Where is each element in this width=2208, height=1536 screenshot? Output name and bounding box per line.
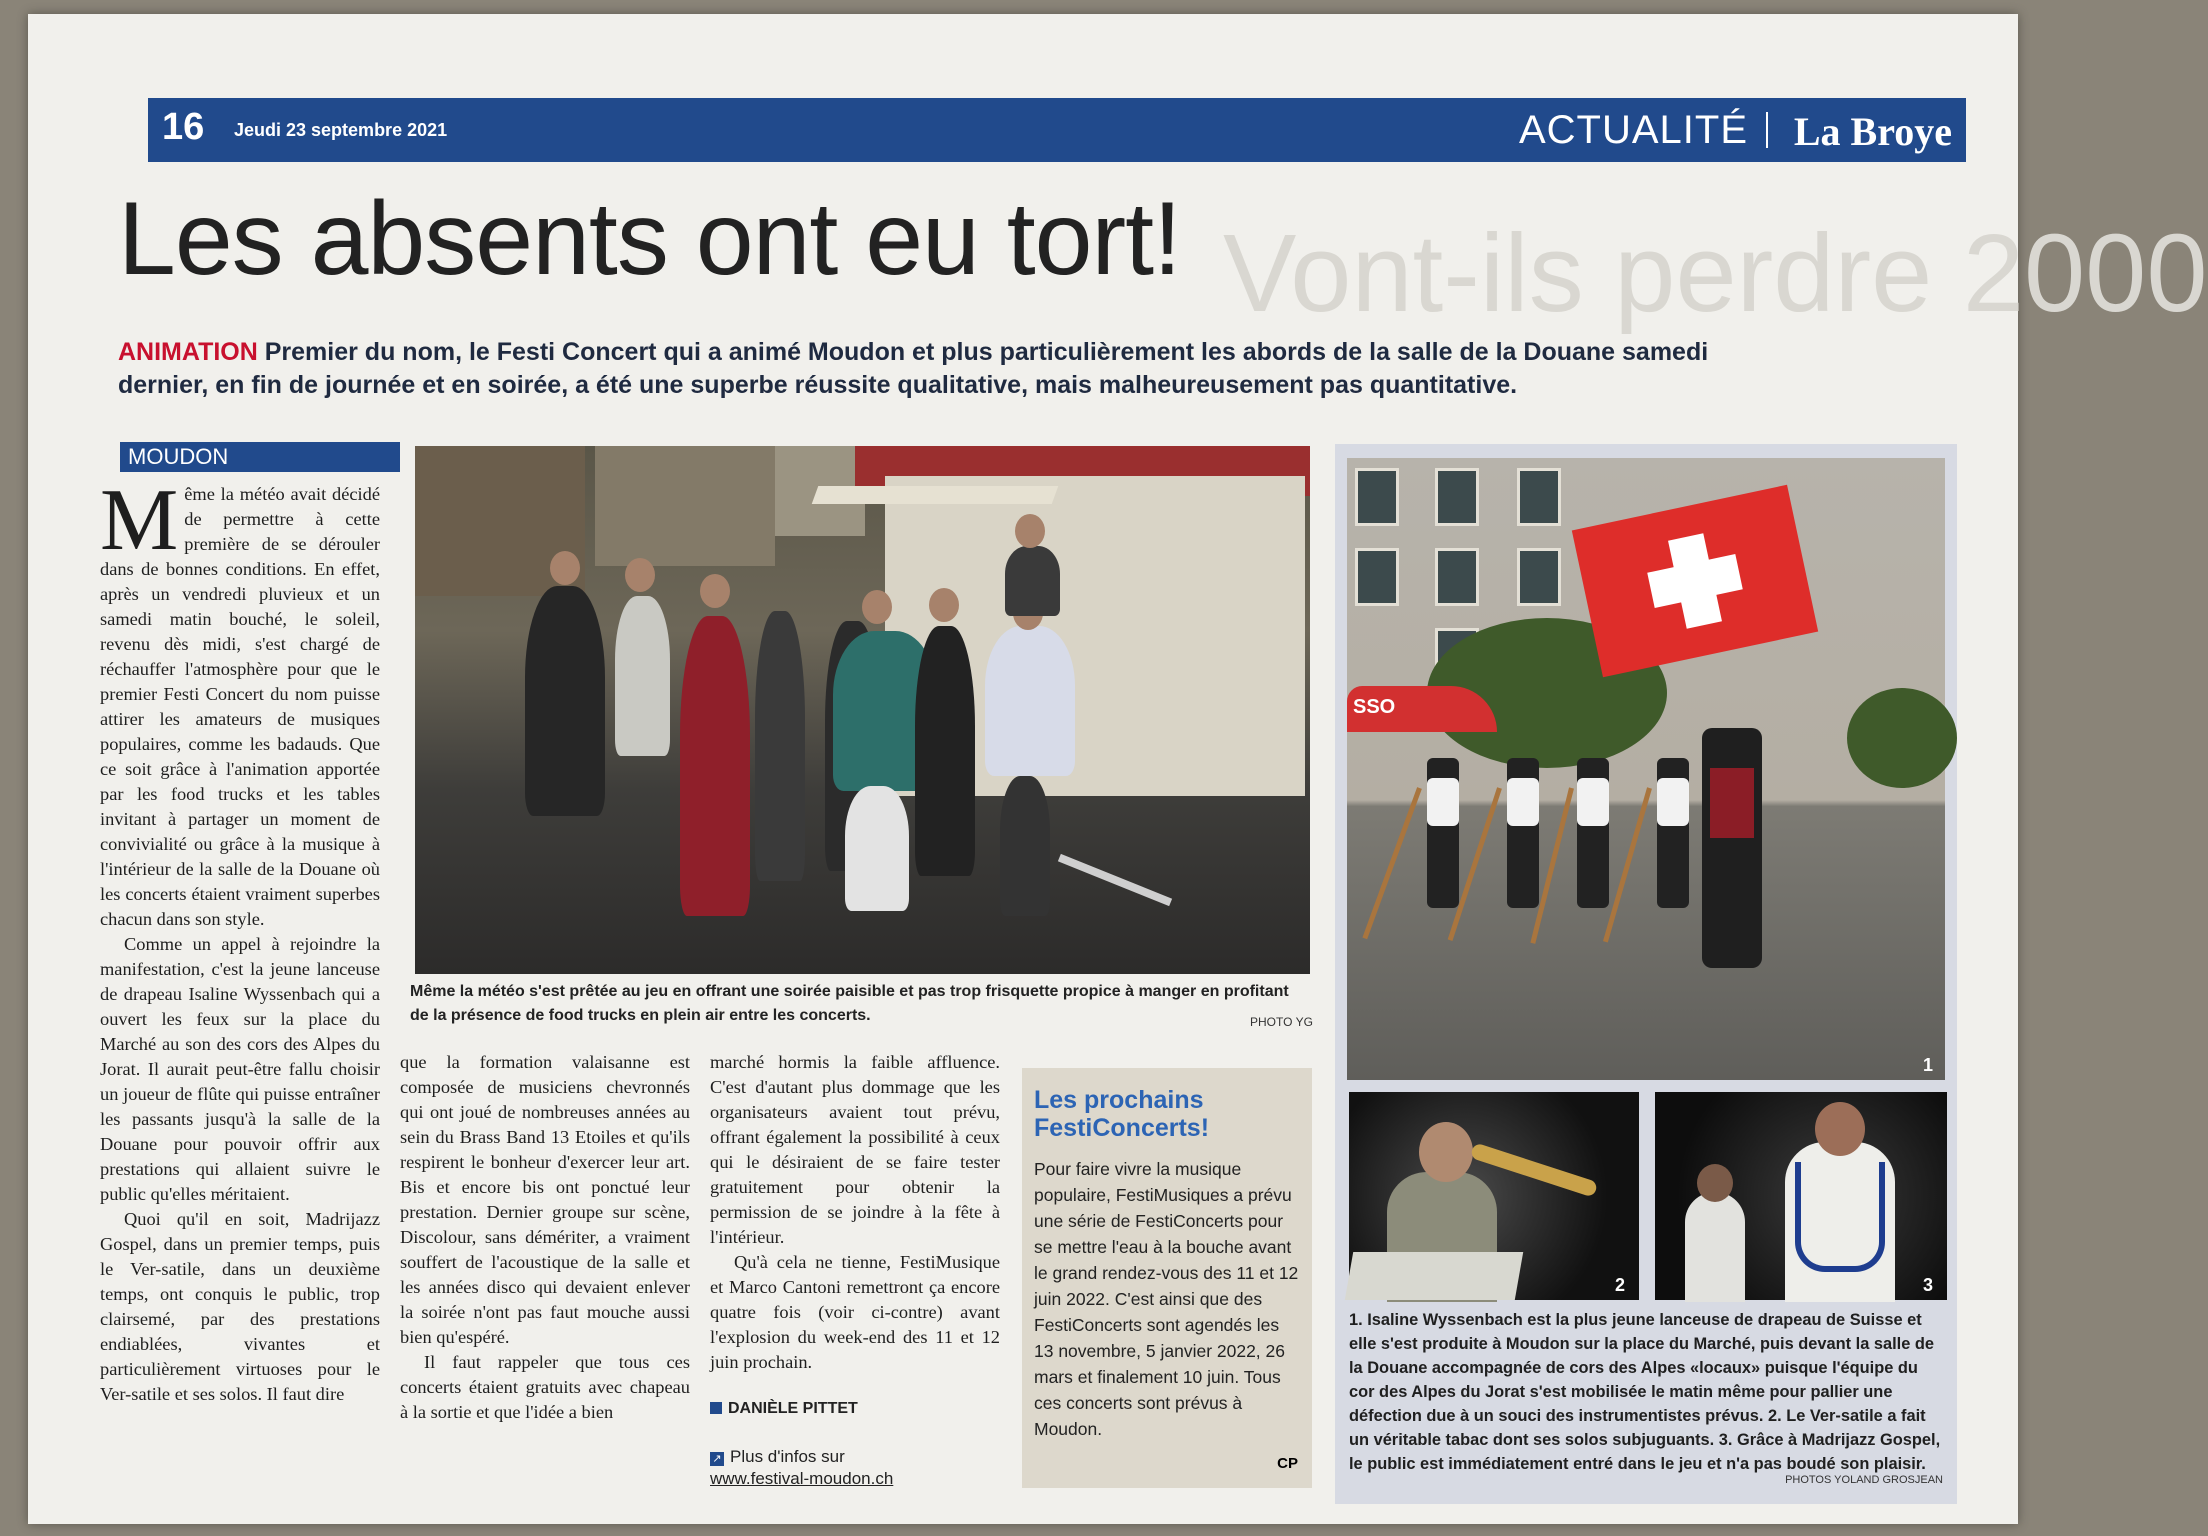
sidebar-body: Pour faire vivre la musique populaire, FestiMusiques a prévu une série de FestiConcerts pour se mettre l'eau à la bouche avant le grand rendez-vous des 11 et 12 juin 2022. C'est ainsi que des FestiConcerts sont agendés les 13 novembre, 5 janvier 2022, 26 mars et finalement 10 juin. Tous ces concerts sont prévus à Moudon. [1034,1159,1299,1439]
person-head [862,590,892,624]
photo-caption: Même la météo s'est prêtée au jeu en offrant une soirée paisible et pas trop frisquette propice à manger en profitant de la présence de food trucks en plein air entre les concerts. [410,983,1289,1024]
person-head [700,574,730,608]
swiss-flag [1572,485,1818,677]
musician-head [1419,1122,1473,1182]
photo-panel [1335,444,1957,1504]
window [1435,548,1479,606]
header-divider [1766,112,1768,148]
window [1517,468,1561,526]
window [1355,468,1399,526]
photo-food-trucks [415,446,1310,974]
article-headline: Les absents ont eu tort! [118,181,1181,297]
more-info [710,1446,893,1490]
truck-awning [812,486,1059,504]
person [755,611,805,881]
singer-head [1815,1102,1865,1156]
scarf [1795,1162,1885,1272]
person-head [550,551,580,585]
article-column-1 [100,472,380,1488]
red-umbrella [1347,686,1497,732]
person [845,786,909,911]
person [525,586,605,816]
flag-thrower [1702,728,1762,968]
drop-cap: M [100,472,179,569]
person [1000,776,1050,916]
sidebar-box [1022,1068,1312,1488]
more-info-label: Plus d'infos sur [730,1447,845,1466]
sheet-music [1345,1252,1523,1300]
article-byline [710,1400,858,1418]
article-lead [118,336,1728,402]
paragraph: Il faut rappeler que tous ces concerts étaient gratuits avec chapeau à la sortie et que l'idée a bien [400,1352,690,1422]
paragraph: marché hormis la faible affluence. C'est d'autant plus dommage que les organisateurs avaient tout prévu, offrant également la possibilité à ceux qui le désiraient de se faire tester gratuitement pour obtenir la permission de se joindre à la fête à l'intérieur. [710,1052,1000,1247]
photo-credit: PHOTO YG [1250,1015,1313,1029]
person-head [929,588,959,622]
alphorn-player [1507,758,1539,908]
paragraph: que la formation valaisanne est composée de musiciens chevronnés qui ont joué de nombreuses années au sein du Brass Band 13 Etoiles et qu'ils respirent le bonheur d'exercer leur art. Bis et encore bis ont ponctué leur prestation. Dernier groupe sur scène, Discolour, sans démériter, a vraiment souffert de l'acoustique de la salle et les années disco qui devaient enlever la soirée n'ont pas faut mouche aussi bien qu'espéré. [400,1052,690,1347]
choir-member-head [1697,1164,1733,1202]
article-column-2 [400,1050,690,1490]
photos-caption: 1. Isaline Wyssenbach est la plus jeune lanceuse de drapeau de Suisse et elle s'est produite à Moudon sur la place du Marché, puis devant la salle de la Douane accompagnée de cors des Alpes «locaux» puisque l'équipe du cor des Alpes du Jorat s'est mobilisée le matin même pour pallier une défection due à un souci des instrumentistes prévus. 2. Le Ver-satile a fait un véritable tabac dont ses solos subjuguants. 3. Grâce à Madrijazz Gospel, le public est immédiatement entré dans le jeu et n'a pas boudé son plaisir. [1349,1311,1941,1473]
window [1355,548,1399,606]
sidebar-signature: CP [1277,1455,1298,1472]
window [1517,548,1561,606]
page-header [148,98,1966,162]
sidebar-title: Les prochains FestiConcerts! [1034,1086,1210,1142]
food-vendor [1005,546,1060,616]
page-number: 16 [162,106,205,148]
road-marking [1058,854,1172,906]
person [985,626,1075,776]
paragraph: Même la météo avait décidé de permettre à cette première de se dérouler dans de bonnes conditions. En effet, après un vendredi pluvieux et un samedi matin bouché, le soleil, revenu dès midi, s'est chargé de réchauffer l'atmosphère pour que le premier Festi Concert du nom puisse attirer les amateurs de musiques populaires, comme les badauds. Que ce soit grâce à l'animation apportée par les food trucks et les tables invitant à partager un moment de convivialité ou grâce à la musique à l'intérieur de la salle de la Douane où les concerts étaient vraiment superbes chacun dans son style. [100,472,380,929]
lead-kicker: ANIMATION [118,338,258,366]
choir-member [1685,1192,1745,1302]
person [615,596,670,756]
arrow-link-icon: ↗ [710,1452,724,1466]
article-column-3 [710,1050,1000,1490]
photo-trumpet-player [1349,1092,1639,1300]
bleed-through-headline: Vont-ils perdre 2000 [1223,212,2208,335]
author-name: DANIÈLE PITTET [728,1400,858,1417]
paragraph: Quoi qu'il en soit, Madrijazz Gospel, dans un premier temps, puis le Ver-satile, dans un deuxième temps, ont conquis le public, trop clairsemé, par des prestations endiablées, vivantes et particulièrement virtuoses pour le Ver-satile et ses solos. Il faut dire [100,1209,380,1404]
website-link[interactable]: www.festival-moudon.ch [710,1469,894,1488]
photo-number: 3 [1922,1275,1933,1295]
byline-square-icon [710,1402,722,1414]
newspaper-brand: La Broye [1793,109,1952,154]
person-head [625,558,655,592]
person-head [1015,514,1045,548]
photo-flag-thrower [1347,458,1945,1080]
building [595,446,775,566]
paragraph: Qu'à cela ne tienne, FestiMusique et Marco Cantoni remettront ça encore quatre fois (voir ci-contre) avant l'explosion du week-end des 11 et 12 juin prochain. [710,1252,1000,1372]
person [915,626,975,876]
alphorn-player [1657,758,1689,908]
photo-number: 2 [1614,1275,1625,1295]
alphorn-player [1427,758,1459,908]
paragraph: Comme un appel à rejoindre la manifestation, c'est la jeune lanceuse de drapeau Isaline Wyssenbach qui a ouvert les feux sur la place du Marché au son des cors des Alpes du Jorat. Il aurait peut-être fallu choisir un joueur de flûte qui puisse entraîner les passants jusqu'à la salle de la Douane pour pouvoir offrir aux prestations qui allaient suivre le public qu'elles méritaient. [100,934,380,1204]
issue-date: Jeudi 23 septembre 2021 [234,120,448,140]
photo-number: 1 [1922,1055,1933,1075]
photo-gospel-singer [1655,1092,1947,1300]
window [1435,468,1479,526]
alphorn [1603,787,1652,942]
person [680,616,750,916]
location-tag: MOUDON [120,442,400,472]
photos-credit: PHOTOS YOLAND GROSJEAN [1785,1474,1943,1486]
alphorn [1362,787,1421,939]
lead-text: Premier du nom, le Festi Concert qui a animé Moudon et plus particulièrement les abords de la salle de la Douane samedi dernier, en fin de journée et en soirée, a été une superbe réussite qualitative, mais malheureusement pas quantitative. [118,338,1709,399]
tree [1847,688,1957,788]
alphorn-player [1577,758,1609,908]
section-name: ACTUALITÉ [1518,108,1748,152]
umbrella-text: SSO [1353,696,1396,718]
